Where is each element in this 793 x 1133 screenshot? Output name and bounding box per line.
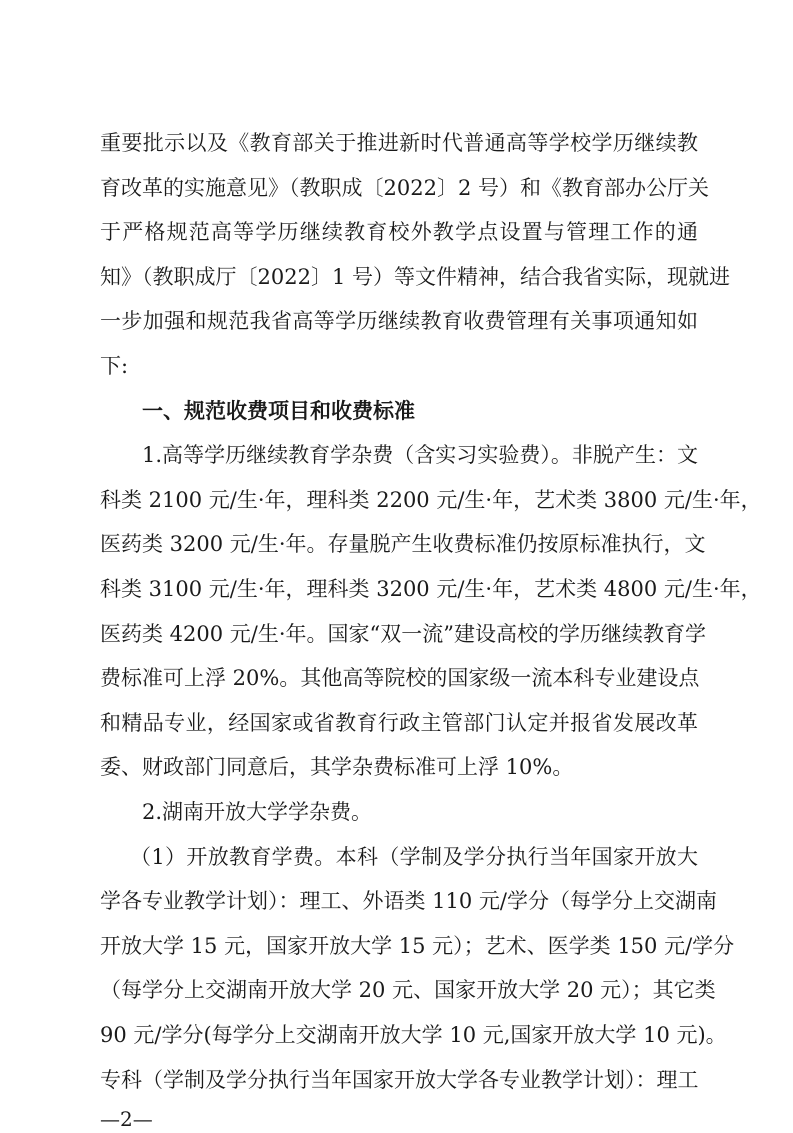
body-line: （每学分上交湖南开放大学 20 元、国家开放大学 20 元）；其它类	[100, 978, 716, 1002]
body-line: 专科（学制及学分执行当年国家开放大学各专业教学计划）：理工	[100, 1068, 699, 1092]
body-line: 委、财政部门同意后，其学杂费标准可上浮 10%。	[100, 755, 574, 779]
body-line: 知》（教职成厅〔2022〕1 号）等文件精神，结合我省实际，现就进	[100, 265, 730, 289]
body-line: 于严格规范高等学历继续教育校外教学点设置与管理工作的通	[100, 220, 698, 244]
body-line: 费标准可上浮 20%。其他高等院校的国家级一流本科专业建设点	[100, 666, 700, 690]
body-line: 90 元/学分(每学分上交湖南开放大学 10 元,国家开放大学 10 元)。	[100, 1023, 727, 1047]
section-heading: 一、规范收费项目和收费标准	[142, 399, 415, 423]
paragraph-first-line: 1.高等学历继续教育学杂费（含实习实验费）。非脱产生：文	[142, 443, 698, 467]
body-line: 学各专业教学计划）：理工、外语类 110 元/学分（每学分上交湖南	[100, 889, 718, 913]
body-line: 和精品专业，经国家或省教育行政主管部门认定并报省发展改革	[100, 711, 698, 735]
body-line: 科类 2100 元/生·年，理科类 2200 元/生·年，艺术类 3800 元/生·年，	[100, 488, 762, 512]
paragraph-first-line: （1）开放教育学费。本科（学制及学分执行当年国家开放大	[130, 845, 698, 869]
body-line: 科类 3100 元/生·年，理科类 3200 元/生·年，艺术类 4800 元/生·年，	[100, 577, 762, 601]
body-line: 医药类 4200 元/生·年。国家“双一流”建设高校的学历继续教育学	[100, 622, 707, 646]
body-line: 开放大学 15 元，国家开放大学 15 元）；艺术、医学类 150 元/学分	[100, 934, 735, 958]
body-line: 一步加强和规范我省高等学历继续教育收费管理有关事项通知如	[100, 309, 698, 333]
paragraph-first-line: 2.湖南开放大学学杂费。	[142, 800, 373, 824]
body-line: 下:	[100, 354, 129, 378]
body-line: 重要批示以及《教育部关于推进新时代普通高等学校学历继续教	[100, 131, 698, 155]
page-number: —2—	[100, 1107, 153, 1131]
body-line: 育改革的实施意见》（教职成〔2022〕2 号）和《教育部办公厅关	[100, 176, 709, 200]
body-line: 医药类 3200 元/生·年。存量脱产生收费标准仍按原标准执行，文	[100, 532, 706, 556]
